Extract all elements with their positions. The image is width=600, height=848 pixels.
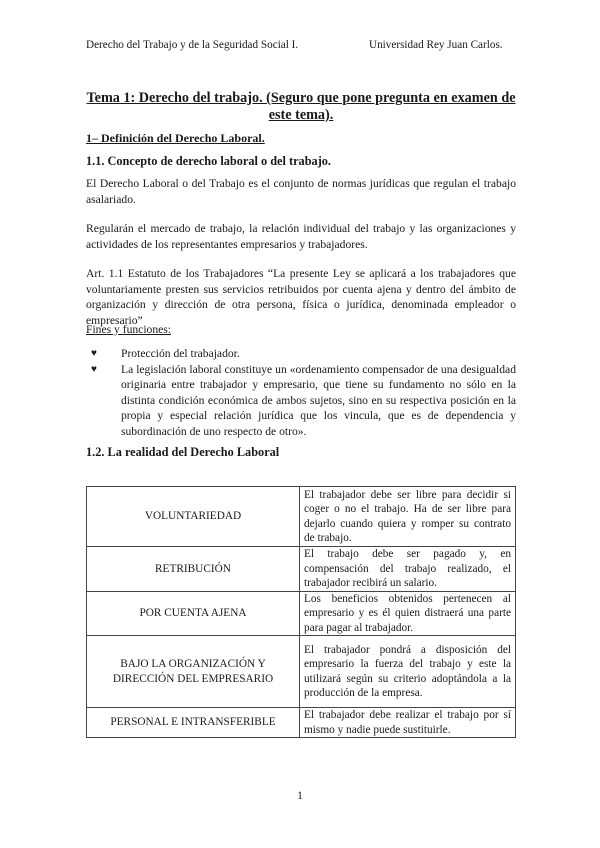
list-item [91,346,516,362]
section-heading-1-1: 1.1. Concepto de derecho laboral o del trabajo. [86,154,332,168]
list-item-text: Protección del trabajador. [121,347,240,360]
table-value: El trabajo debe ser pagado y, en compensación del trabajo realizado, el trabajador recibirá un salario. [300,547,516,592]
table-value: El trabajador debe ser libre para decidir si coger o no el trabajo. Ha de ser libre para dejarlo cuando quiera y romper su contrato de trabajo. [300,487,516,547]
table-value: El trabajador debe realizar el trabajo por sí mismo y nadie puede sustituirle. [300,708,516,738]
table-key: PERSONAL E INTRANSFERIBLE [87,708,300,738]
header-left: Derecho del Trabajo y de la Seguridad Social I. [86,39,299,51]
table-key: POR CUENTA AJENA [87,591,300,636]
table-key: VOLUNTARIEDAD [87,487,300,547]
table-row [87,708,516,738]
characteristics-table [86,486,516,738]
paragraph-definition: El Derecho Laboral o del Trabajo es el conjunto de normas jurídicas que regulan el trabajo asalariado. [86,177,516,206]
fines-label: Fines y funciones: [86,323,172,336]
paragraph-regulation: Regularán el mercado de trabajo, la relación individual del trabajo y las organizaciones y actividades de los representantes empresarios y trabajadores. [86,222,516,251]
table-row [87,487,516,547]
section-heading-1-2: 1.2. La realidad del Derecho Laboral [86,445,280,459]
table-value: Los beneficios obtenidos pertenecen al empresario y es él quien distraerá una parte para pagar al trabajador. [300,591,516,636]
table-value: El trabajador pondrá a disposición del empresario la fuerza del trabajo y este la utilizará según su criterio adoptándola a la producción de la empresa. [300,636,516,708]
table-key: RETRIBUCIÓN [87,547,300,592]
table-row [87,636,516,708]
page-number: 1 [297,789,303,802]
header-right: Universidad Rey Juan Carlos. [369,39,503,51]
table-key: BAJO LA ORGANIZACIÓN Y DIRECCIÓN DEL EMPRESARIO [87,636,300,708]
bullet-list [91,346,516,439]
heart-bullet-icon: ♥ [91,348,97,359]
table-row [87,591,516,636]
list-item-text: La legislación laboral constituye un «ordenamiento compensador de una desigualdad originaria entre trabajador y empresario, que tiene su fundamento no sólo en la distinta condición económica de ambos sujetos, sino en su respectiva posición en la propia y especial relación jurídica que los vincula, que es de dependencia y subordinación de uno respecto de otro». [121,362,516,438]
table-row [87,547,516,592]
section-heading-1: 1– Definición del Derecho Laboral. [86,131,265,145]
heart-bullet-icon: ♥ [91,363,97,375]
page-title: Tema 1: Derecho del trabajo. (Seguro que pone pregunta en examen de este tema). [86,90,516,123]
paragraph-article: Art. 1.1 Estatuto de los Trabajadores “La presente Ley se aplicará a los trabajadores que voluntariamente presten sus servicios retribuidos por cuenta ajena y dentro del ámbito de organización y dirección de otra persona, física o jurídica, denominada empleador o empresario” [86,267,516,327]
list-item [91,362,516,440]
